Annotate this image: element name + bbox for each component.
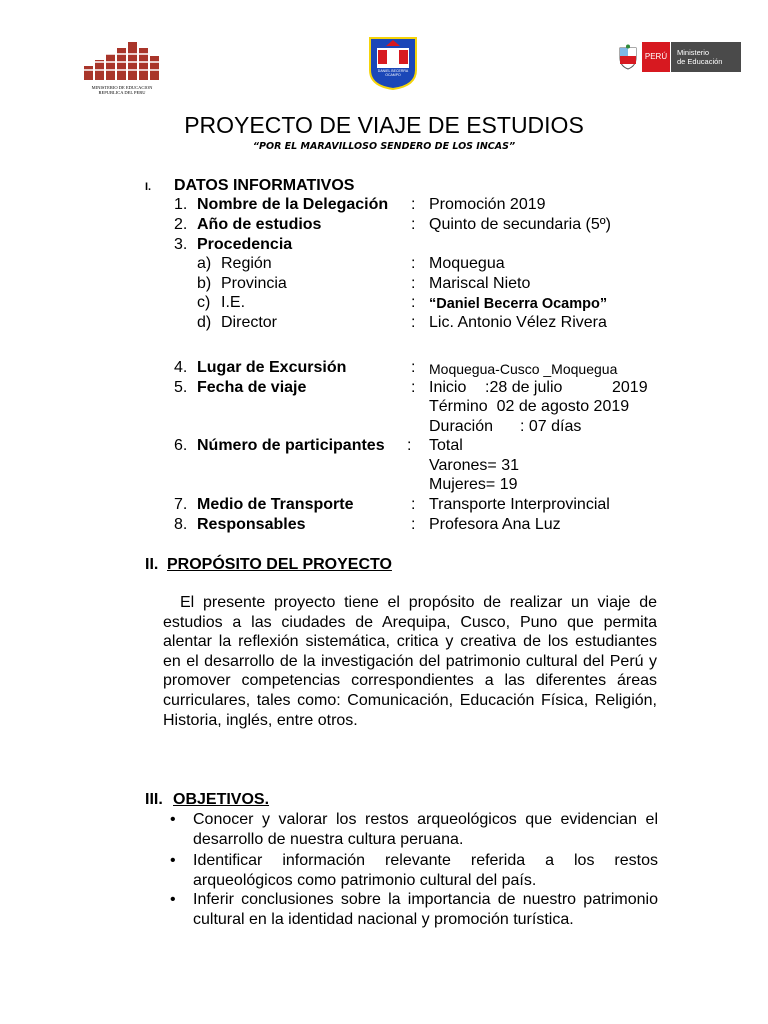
minedu-box <box>671 42 741 72</box>
school-crest-logo <box>368 36 418 90</box>
objective-3: Inferir conclusiones sobre la importancia de nuestro patrimonio cultural en la identidad nacional y promoción turística. <box>193 891 658 928</box>
item1-number: 1. <box>174 196 188 213</box>
bullet-1-dot: • <box>170 811 176 828</box>
item5-colon: : <box>411 379 416 396</box>
item5-inicio-label: Inicio <box>429 379 467 396</box>
item3a-letter: a) <box>197 255 212 272</box>
item6-total: Total <box>429 437 463 454</box>
section2-paragraph: El presente proyecto tiene el propósito de realizar un viaje de estudios a las ciudades de Arequipa, Cusco, Puno que permita alentar la reflexión sistemática, critica y creativa de los estudiantes en el desarrollo de la investigación del patrimonio cultural del Perú y promover competencias correspondientes a las diferentes áreas curriculares, tales como: Comunicación, Educación Física, Religión, Historia, inglés, entre otros. <box>163 594 657 729</box>
item2-colon: : <box>411 216 416 233</box>
minedu-line2: de Educación <box>677 57 723 66</box>
item3c-value: “Daniel Becerra Ocampo” <box>429 296 608 312</box>
item7-label: Medio de Transporte <box>197 496 354 513</box>
item7-number: 7. <box>174 496 188 513</box>
item5-label: Fecha de viaje <box>197 379 307 396</box>
item3d-colon: : <box>411 314 416 331</box>
item4-number: 4. <box>174 359 188 376</box>
item3c-colon: : <box>411 294 416 311</box>
item3-label: Procedencia <box>197 236 293 253</box>
page-title: PROYECTO DE VIAJE DE ESTUDIOS <box>184 112 584 138</box>
item3a-label: Región <box>221 255 272 272</box>
item3c-letter: c) <box>197 294 211 311</box>
crest-text-line2: OCAMPO <box>385 73 401 77</box>
item8-value: Profesora Ana Luz <box>429 516 561 533</box>
item6-varones: Varones= 31 <box>429 457 519 474</box>
item6-label: Número de participantes <box>197 437 385 454</box>
item5-number: 5. <box>174 379 188 396</box>
item8-label: Responsables <box>197 516 306 533</box>
peru-coat-of-arms-icon <box>616 44 640 70</box>
ministry-logo-left <box>82 40 168 95</box>
item5-duracion-label: Duración <box>429 418 494 435</box>
item3d-value: Lic. Antonio Vélez Rivera <box>429 314 607 331</box>
school-crest-icon <box>368 36 418 90</box>
item3-number: 3. <box>174 236 188 253</box>
item4-label: Lugar de Excursión <box>197 359 347 376</box>
section3-heading: OBJETIVOS. <box>173 791 270 808</box>
section3-number: III. <box>145 791 163 808</box>
page-subtitle: “POR EL MARAVILLOSO SENDERO DE LOS INCAS” <box>252 141 516 152</box>
item7-value: Transporte Interprovincial <box>429 496 610 513</box>
item2-value: Quinto de secundaria (5º) <box>429 216 611 233</box>
ministry-caption-line2: REPUBLICA DEL PERU <box>98 90 146 95</box>
item1-label: Nombre de la Delegación <box>197 196 389 213</box>
item2-label: Año de estudios <box>197 216 322 233</box>
peru-red-box <box>642 42 670 72</box>
item2-number: 2. <box>174 216 188 233</box>
item3b-letter: b) <box>197 275 212 292</box>
item6-number: 6. <box>174 437 188 454</box>
minedu-line1: Ministerio <box>677 48 710 57</box>
item3b-label: Provincia <box>221 275 287 292</box>
objective-2: Identificar información relevante referida a los restos arqueológicos como patrimonio cultural del país. <box>193 852 658 889</box>
peru-text: PERÚ <box>644 52 668 61</box>
item4-value: Moquegua-Cusco _Moquegua <box>429 361 618 377</box>
item6-colon: : <box>407 437 412 454</box>
section2-number: II. <box>145 556 159 573</box>
bullet-2-dot: • <box>170 852 176 869</box>
ministry-caption-line1: MINISTERIO DE EDUCACION <box>91 85 153 90</box>
item3b-value: Mariscal Nieto <box>429 275 531 292</box>
item5-termino: Término 02 de agosto 2019 <box>429 398 630 415</box>
section1-number: I. <box>145 181 152 193</box>
item4-colon: : <box>411 359 416 376</box>
item3d-label: Director <box>221 314 278 331</box>
item5-duracion-value: : 07 días <box>520 418 582 435</box>
item5-inicio-year: 2019 <box>612 379 648 396</box>
item6-mujeres: Mujeres= 19 <box>429 476 518 493</box>
item1-colon: : <box>411 196 416 213</box>
item8-colon: : <box>411 516 416 533</box>
item3c-label: I.E. <box>221 294 246 311</box>
item1-value: Promoción 2019 <box>429 196 546 213</box>
peru-minedu-logo <box>616 42 742 72</box>
item3a-colon: : <box>411 255 416 272</box>
item5-inicio-value: :28 de julio <box>485 379 563 396</box>
bullet-3-dot: • <box>170 891 176 908</box>
item7-colon: : <box>411 496 416 513</box>
item8-number: 8. <box>174 516 188 533</box>
item3a-value: Moquegua <box>429 255 505 272</box>
ministry-bars-icon <box>82 40 168 80</box>
item3b-colon: : <box>411 275 416 292</box>
section2-heading: PROPÓSITO DEL PROYECTO <box>167 556 392 573</box>
item3d-letter: d) <box>197 314 212 331</box>
section1-heading: DATOS INFORMATIVOS <box>174 177 355 194</box>
crest-text-line1: DANIEL BECERRA <box>377 69 409 73</box>
objective-1: Conocer y valorar los restos arqueológicos que evidencian el desarrollo de nuestra cultura peruana. <box>193 811 658 848</box>
